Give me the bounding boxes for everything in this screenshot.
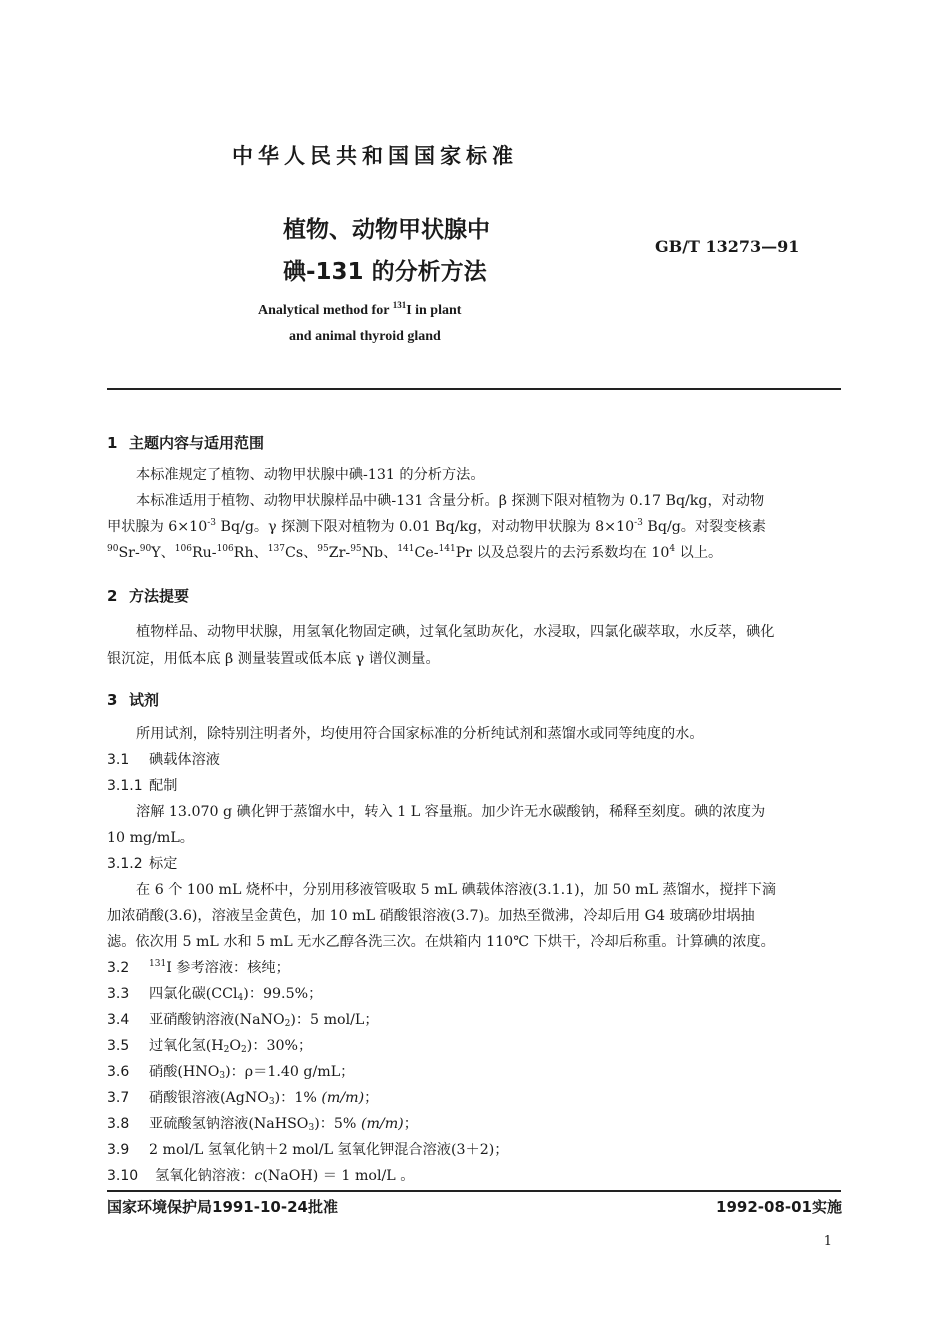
text-run: Bq/g。γ 探测下限对植物为 0.01 Bq/kg，对动物甲状腺为 8×10 — [216, 519, 635, 535]
standard-code-text: GB/T 13273—91 — [655, 237, 800, 256]
subsection-number: 3.1 — [107, 752, 130, 768]
section-2-number: 2 — [107, 587, 118, 605]
document-title-line1: 植物、动物甲状腺中 — [283, 217, 490, 243]
section-3-title: 试剂 — [129, 691, 160, 709]
approval-date: 国家环境保护局1991-10-24批准 — [107, 1198, 338, 1216]
subsection-number: 3.1.1 — [107, 778, 143, 794]
reagent-text: I 参考溶液：核纯； — [166, 960, 290, 976]
section-3-number: 3 — [107, 691, 118, 709]
superscript: -3 — [207, 518, 217, 528]
reagent-text: 硝酸银溶液(AgNO — [149, 1090, 269, 1106]
reagent-3-7 — [107, 1086, 378, 1110]
unit-text: (m/m) — [321, 1090, 365, 1106]
subscript: 2 — [223, 1045, 230, 1055]
section-1-para-2-line3 — [107, 541, 722, 565]
subsection-number: 3.10 — [107, 1168, 139, 1184]
text-run: Cs、 — [284, 545, 318, 561]
english-title-line2: and animal thyroid gland — [289, 329, 441, 344]
english-title-sup: 131 — [392, 300, 407, 310]
subsection-number: 3.8 — [107, 1116, 130, 1132]
text-run: Ce- — [414, 545, 439, 561]
document-title-line2: 碘-131 的分析方法 — [283, 259, 487, 285]
subsection-title: 标定 — [149, 856, 178, 872]
text-run: Ru- — [191, 545, 217, 561]
subsection-number: 3.4 — [107, 1012, 130, 1028]
text-run: Bq/g。对裂变核素 — [642, 519, 766, 535]
section-1-para-1: 本标准规定了植物、动物甲状腺中碘-131 的分析方法。 — [136, 467, 485, 483]
superscript: -3 — [634, 518, 643, 528]
section-3-intro: 所用试剂，除特别注明者外，均使用符合国家标准的分析纯试剂和蒸馏水或同等纯度的水。 — [136, 726, 704, 742]
reagent-text: ； — [364, 1090, 379, 1106]
reagent-3-2 — [107, 956, 290, 980]
header-rule — [107, 388, 841, 390]
reagent-text: )：5% — [314, 1116, 361, 1132]
superscript: 95 — [350, 544, 362, 554]
page-number: 1 — [823, 1234, 832, 1249]
section-1-heading — [107, 432, 264, 453]
subscript: 3 — [308, 1123, 315, 1133]
reagent-text: 硝酸(HNO — [149, 1064, 220, 1080]
unit-text: (m/m) — [360, 1116, 404, 1132]
text-run: Y、 — [151, 545, 175, 561]
subsection-3-1-2-line3: 滤。依次用 5 mL 水和 5 mL 无水乙醇各洗三次。在烘箱内 110℃ 下烘干，冷却后称重。计算碘的浓度。 — [107, 934, 775, 950]
superscript: 131 — [149, 959, 167, 969]
subsection-3-1-1-line1: 溶解 13.070 g 碘化钾于蒸馏水中，转入 1 L 容量瓶。加少许无水碳酸钠，稀释至刻度。碘的浓度为 — [136, 804, 766, 820]
english-title-line1 — [258, 300, 462, 319]
reagent-text: )：99.5%； — [243, 986, 323, 1002]
reagent-text: 氢氧化钠溶液： — [155, 1168, 255, 1184]
reagent-text: 四氯化碳(CCl — [149, 986, 238, 1002]
superscript: 141 — [438, 544, 456, 554]
reagent-text: )：ρ＝1.40 g/mL； — [225, 1064, 355, 1080]
section-2-line2: 银沉淀，用低本底 β 测量装置或低本底 γ 谱仪测量。 — [107, 651, 440, 667]
superscript: 106 — [174, 544, 192, 554]
section-1-para-2-line1: 本标准适用于植物、动物甲状腺样品中碘-131 含量分析。β 探测下限对植物为 0.17 Bq/kg，对动物 — [136, 493, 765, 509]
reagent-text: O — [229, 1038, 242, 1054]
reagent-3-3 — [107, 982, 322, 1006]
text-run: 以上。 — [675, 545, 723, 561]
subsection-3-1-2-line2: 加浓硝酸(3.6)，溶液呈金黄色，加 10 mL 硝酸银溶液(3.7)。加热至微沸，冷却后用 G4 玻璃砂坩埚抽 — [107, 908, 755, 924]
section-3-heading — [107, 689, 159, 710]
effective-date: 1992-08-01实施 — [716, 1198, 842, 1216]
section-1-title: 主题内容与适用范围 — [129, 434, 265, 452]
text-run: Zr- — [328, 545, 351, 561]
subsection-number: 3.2 — [107, 960, 130, 976]
subsection-title: 配制 — [149, 778, 178, 794]
reagent-text: )：30%； — [246, 1038, 313, 1054]
english-title-pre: Analytical method for — [258, 303, 393, 318]
reagent-text: 亚硝酸钠溶液(NaNO — [149, 1012, 285, 1028]
subsection-3-1-2-line1: 在 6 个 100 mL 烧杯中，分别用移液管吸取 5 mL 碘载体溶液(3.1.1)，加 50 mL 蒸馏水，搅拌下滴 — [136, 882, 777, 898]
section-2-heading — [107, 585, 189, 606]
subsection-number: 3.1.2 — [107, 856, 143, 872]
reagent-3-4 — [107, 1008, 379, 1032]
section-1-number: 1 — [107, 434, 118, 452]
text-run: Sr- — [118, 545, 140, 561]
reagent-text: (NaOH) ＝ 1 mol/L 。 — [262, 1168, 415, 1184]
footer-rule — [107, 1190, 841, 1192]
superscript: 137 — [267, 544, 285, 554]
reagent-text: 2 mol/L 氢氧化钠＋2 mol/L 氢氧化钾混合溶液(3＋2)； — [149, 1142, 509, 1158]
subscript: 3 — [219, 1071, 226, 1081]
subsection-title: 碘载体溶液 — [149, 752, 220, 768]
subscript: 2 — [284, 1019, 291, 1029]
subsection-number: 3.7 — [107, 1090, 130, 1106]
superscript: 106 — [216, 544, 234, 554]
superscript: 95 — [317, 544, 329, 554]
superscript: 141 — [397, 544, 415, 554]
superscript: 90 — [107, 544, 119, 554]
subscript: 2 — [241, 1045, 247, 1055]
reagent-3-9 — [107, 1138, 509, 1162]
section-1-para-2-line2 — [107, 515, 766, 539]
superscript: 90 — [139, 544, 152, 554]
variable-text: c — [254, 1168, 263, 1184]
reagent-3-10 — [107, 1164, 414, 1188]
reagent-text: 亚硫酸氢钠溶液(NaHSO — [149, 1116, 309, 1132]
reagent-3-6 — [107, 1060, 354, 1084]
english-title-post: I in plant — [406, 303, 462, 318]
text-run: 甲状腺为 6×10 — [107, 519, 208, 535]
standard-code — [655, 237, 799, 256]
subsection-number: 3.6 — [107, 1064, 130, 1080]
reagent-3-8 — [107, 1112, 418, 1136]
section-2-line1: 植物样品、动物甲状腺，用氢氧化物固定碘，过氧化氢助灰化，水浸取，四氯化碳萃取，水反萃，碘化 — [136, 624, 775, 640]
text-run: Nb、 — [361, 545, 398, 561]
document-org-line: 中华人民共和国国家标准 — [232, 144, 518, 168]
superscript: 4 — [669, 544, 676, 554]
text-run: Rh、 — [233, 545, 268, 561]
reagent-text: 过氧化氢(H — [149, 1038, 224, 1054]
subsection-number: 3.5 — [107, 1038, 130, 1054]
text-run: Pr 以及总裂片的去污系数均在 10 — [455, 545, 670, 561]
reagent-3-5 — [107, 1034, 312, 1058]
subsection-3-1-2 — [107, 852, 177, 876]
subsection-3-1 — [107, 748, 220, 772]
subsection-3-1-1-line2: 10 mg/mL。 — [107, 830, 194, 846]
section-2-title: 方法提要 — [129, 587, 190, 605]
reagent-text: ； — [403, 1116, 418, 1132]
subscript: 4 — [237, 993, 244, 1003]
subsection-number: 3.3 — [107, 986, 130, 1002]
reagent-text: )：5 mol/L； — [290, 1012, 379, 1028]
subscript: 3 — [268, 1097, 275, 1107]
reagent-text: )：1% — [274, 1090, 322, 1106]
subsection-number: 3.9 — [107, 1142, 130, 1158]
subsection-3-1-1 — [107, 774, 177, 798]
